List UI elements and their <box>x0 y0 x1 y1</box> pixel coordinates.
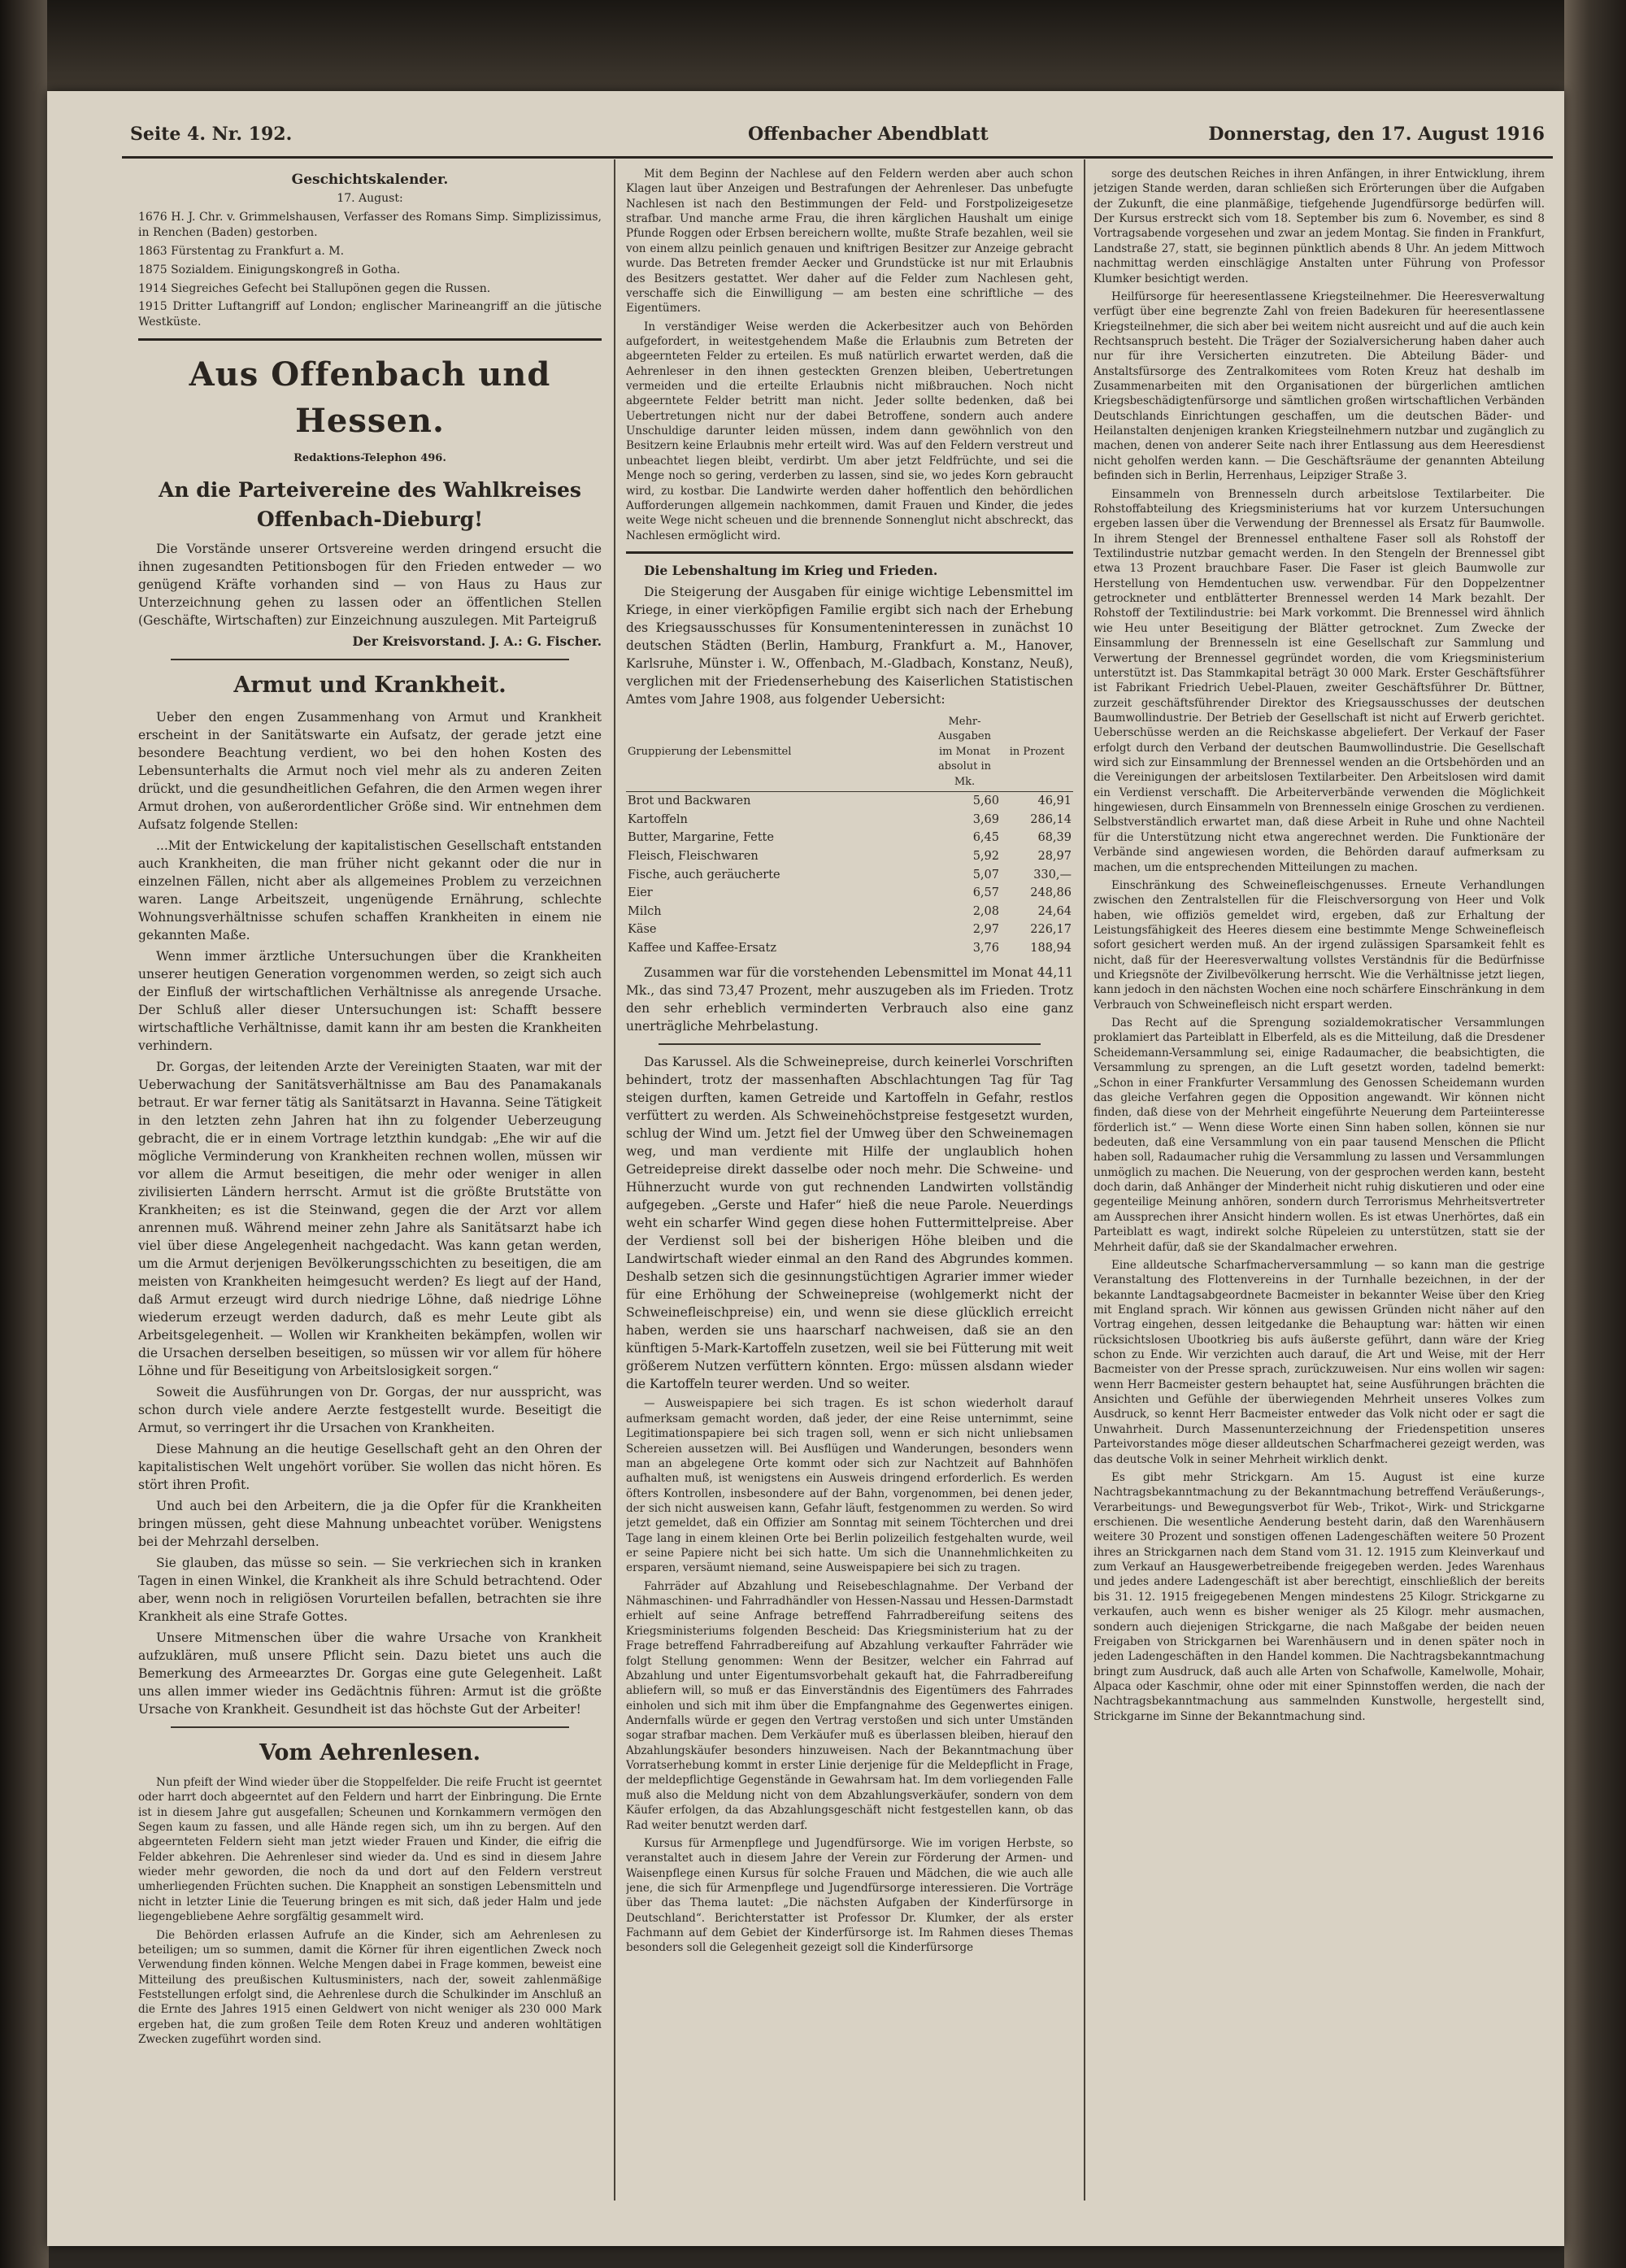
table-cell: 24,64 <box>1037 904 1072 918</box>
article-paragraph: Wenn immer ärztliche Untersuchungen über die Krankheiten unserer heutigen Generation vorgenommen werden, so zeigt sich auch der Einfluß der wirtschaftlichen Verhältnisse als anregende Ursache. Der Schluß aller dieser Untersuchungen ist: Schafft bessere wirtschaftliche Verhältnisse, damit kann ihr am besten die Krankheiten verhindern. <box>138 948 602 1053</box>
table-row <box>626 847 1073 866</box>
kalender-entry: 1875 Sozialdem. Einigungskongreß in Gotha. <box>138 263 401 276</box>
table-cell: 6,45 <box>972 831 999 845</box>
table-cell: 2,97 <box>972 923 999 937</box>
table-cell: Fleisch, Fleischwaren <box>628 849 759 863</box>
kalender-entry: 1914 Siegreiches Gefecht bei Stallupönen gegen die Russen. <box>138 281 491 295</box>
article-title: Armut und Krankheit. <box>233 673 506 699</box>
article-paragraph: Diese Mahnung an die heutige Gesellschaft geht an den Ohren der kapitalistischen Welt ungehört vorüber. Sie wollen das nicht hören. Es stört ihren Profit. <box>138 1441 602 1492</box>
table-cell: Milch <box>628 904 662 918</box>
article-paragraph: Das Recht auf die Sprengung sozialdemokratischer Versammlungen proklamiert das Parteiblatt in Elberfeld, als es die Mitteilung, daß die Dresdener Scheidemann-Versammlung sei, einige Radaumacher, die beabsichtigten, die Versammlung zu sprengen, an die Luft gesetzt worden, tadelnd bemerkt: „Schon in einer Frankfurter Versammlung des Genossen Scheidemann wurden das gleiche Verfahren gegen die Opposition angewandt. Wir können nicht finden, daß diese von der Mehrheit eingeführte Neuerung dem Parteiinteresse förderlich ist.“ — Wenn diese Worte einen Sinn haben sollen, können sie nur bedeuten, daß eine Versammlung von ein paar tausend Menschen die Pflicht haben soll, Radaumacher ruhig die Versammlung zu lassen und Versammlungen unmöglich zu machen. Die Neuerung, von der gesprochen werden kann, besteht doch darin, daß Anhänger der Minderheit nicht ruhig diskutieren und oder eine gegenteilige Meinung anhören, sondern durch Terrorismus Mehrheitsvertreter am Aussprechen ihrer Ansicht hindern wollen. Es ist etwas Unerhörtes, daß ein Parteiblatt es wagt, indirekt solche Rüpeleien zu unterstützen, statt sie der Mehrheit dafür, daß sie der Skandalmacher erwehren. <box>1093 1016 1545 1254</box>
table-cell: 5,60 <box>972 794 999 808</box>
article-paragraph: Sie glauben, das müsse so sein. — Sie verkriechen sich in kranken Tagen in einen Winkel, die Krankheit als ihre Schuld betrachtend. Oder aber, wenn noch in religiösen Vorurteilen befallen, betrachten sie ihre Krankheit als eine Strafe Gottes. <box>138 1555 602 1624</box>
redaktion-telephone: Redaktions-Telephon 496. <box>293 451 446 464</box>
kalender-entry: 1915 Dritter Luftangriff auf London; englischer Marineangriff an die jütische Westküste. <box>138 300 602 329</box>
table-cell: 3,69 <box>972 812 999 826</box>
kalender-entry: 1863 Fürstentag zu Frankfurt a. M. <box>138 244 345 258</box>
table-header: Mehr-Ausgaben im Monat absolut in Mk. <box>928 713 1001 792</box>
column-1 <box>138 167 602 2200</box>
table-cell: 188,94 <box>1030 941 1072 955</box>
kalender-date: 17. August: <box>337 192 403 206</box>
article-paragraph: In verständiger Weise werden die Ackerbesitzer auch von Behörden aufgefordert, in weitestgehendem Maße die Erlaubnis zum Betreten der abgeernteten Felder zu erteilen. Es muß natürlich erwartet werden, daß die Aehrenleser in den ihnen gesteckten Grenzen bleiben, Uebertretungen vermeiden und die erteilte Erlaubnis nicht mißbrauchen. Noch nicht abgeerntete Felder betritt man nicht. Jeder sollte bedenken, daß bei Uebertretungen nicht nur der dabei Betroffene, sondern auch andere Unschuldige darunter leiden müssen, indem dann gewöhnlich von den Besitzern keine Erlaubnis mehr erteilt wird. Was auf den Feldern verstreut und unbeachtet liegen bleibt, verdirbt. Um aber jetzt Feldfrüchte, und sei die Menge noch so gering, verderben zu lassen, sind sie, wo jedes Korn gebraucht wird, zu kostbar. Die Landwirte werden daher hoffentlich den behördlichen Aufforderungen allgemein nachkommen, damit Frauen und Kinder, die jedes weite Wege nicht scheuen und die brennende Sonnenglut nicht abschreckt, das Nachlesen ermöglicht wird. <box>626 320 1073 542</box>
table-header: Gruppierung der Lebensmittel <box>626 713 928 792</box>
table-row <box>626 884 1073 903</box>
table-cell: Butter, Margarine, Fette <box>628 831 774 845</box>
appeal-title: An die Parteivereine des Wahlkreises Offenbach-Dieburg! <box>159 478 581 531</box>
article-separator <box>171 659 569 660</box>
table-cell: Eier <box>628 886 653 900</box>
table-row <box>626 903 1073 921</box>
table-cell: 28,97 <box>1037 849 1072 863</box>
table-cell: 226,17 <box>1030 923 1072 937</box>
section-rule <box>626 551 1073 554</box>
article-paragraph: Es gibt mehr Strickgarn. Am 15. August ist eine kurze Nachtragsbekanntmachung zu der Bekanntmachung betreffend Veräußerungs-, Verarbeitungs- und Bewegungsverbot für Web-, Trikot-, Wirk- und Strickgarne erschienen. Die wesentliche Aenderung besteht darin, daß den Warenhäusern weitere 30 Prozent und sonstigen offenen Ladengeschäften weitere 50 Prozent ihres an Strickgarnen nach dem Stand vom 31. 12. 1915 zum Kleinverkauf und zum Verkauf an Hausgewerbetreibende freigegeben werden. Jedes Warenhaus und jedes andere Ladengeschäft ist aber berechtigt, einschließlich der bereits bis 31. 12. 1915 freigegebenen Mengen mindestens 25 Kilogr. Strickgarne zu verkaufen, auch wenn es bisher weniger als 25 Kilogr. mehr ausmachen, sondern auch diejenigen Strickgarne, die nach Maßgabe der beiden neuen Freigaben von Strickgarnen bei Warenhäusern und in denen später noch in jeden Ladengeschäften in den Handel kommen. Die Nachtragsbekanntmachung bringt zum Ausdruck, daß auch alle Arten von Schafwolle, Kamelwolle, Mohair, Alpaca oder Kaschmir, ohne oder mit einer Spinnstoffen werden, die nach der Nachtragsbekanntmachung aus sammelnden Kunstwolle, hergestellt sind, Strickgarne im Sinne der Bekanntmachung sind. <box>1093 1470 1545 1723</box>
kalender-title: Geschichtskalender. <box>291 172 449 188</box>
table-cell: 248,86 <box>1030 886 1072 900</box>
page-edge <box>1564 0 1626 2268</box>
table-row <box>626 829 1073 847</box>
table-cell: Kartoffeln <box>628 812 688 826</box>
price-table <box>626 713 1073 957</box>
article-paragraph: Einschränkung des Schweinefleischgenusses. Erneute Verhandlungen zwischen den Zentralstellen für die Fleischversorgung von Heer und Volk haben, wie offiziös gemeldet wird, ergeben, daß zur Erhaltung der Leistungsfähigkeit des Heeres diesem eine bestimmte Menge Schweinefleisch sofort gesichert werden muß. An der irgend zulässigen Sparsamkeit fehlt es nicht, daß für der Heeresverwaltung vollstes Verständnis für die Bedürfnisse und Kriegsnöte der Zivilbevölkerung herrscht. Wie die Verhältnisse jetzt liegen, kann jedoch in den nächsten Wochen eine noch schärfere Einschränkung in dem Verbrauch von Schweinefleisch nicht erspart werden. <box>1093 878 1545 1012</box>
scanner-background <box>47 0 1564 91</box>
table-cell: 330,— <box>1033 868 1072 882</box>
section-rule <box>138 338 602 341</box>
column-3 <box>1093 167 1545 2200</box>
article-title: Vom Aehrenlesen. <box>259 1739 481 1765</box>
column-2 <box>626 167 1073 2200</box>
page-number: Seite 4. Nr. 192. <box>130 124 293 145</box>
article-paragraph: Das Karussel. Als die Schweinepreise, durch keinerlei Vorschriften behindert, trotz der massenhaften Abschlachtungen Tag für Tag steigen durften, kamen Getreide und Kartoffeln in Gefahr, restlos verfüttert zu werden. Als Schweinehöchstpreise festgesetzt wurden, schlug der Wind um. Jetzt fiel der Umweg über den Schweinemagen weg, und man verdiente mit Hilfe der unglaublich hohen Getreidepreise direkt dasselbe oder noch mehr. Die Schweine- und Hühnerzucht wurde von gut rechnenden Landwirten vollständig aufgegeben. „Gerste und Hafer“ hieß die neue Parole. Neuerdings weht ein scharfer Wind gegen diese hohen Futtermittelpreise. Aber der Verdienst soll bei der bisherigen Höhe bleiben und die Landwirtschaft wieder einmal an den Rand des Abgrundes kommen. Deshalb setzen sich die gesinnungstüchtigen Agrarier immer wieder für eine Erhöhung der Schweinepreise (wohlgemerkt nicht der Schweinefleischpreise) ein, und wenn sie diese glücklich erreicht haben, werden sie uns haarscharf nachweisen, daß sie an den künftigen 5-Mark-Kartoffeln zusetzen, weil sie bei Fütterung mit weit größerem Nutzen verfüttern könnten. Ergo: müssen alsdann wieder die Kartoffeln teurer werden. Und so weiter. <box>626 1055 1073 1392</box>
table-row <box>626 866 1073 885</box>
header-rule <box>122 156 1553 159</box>
article-paragraph: Zusammen war für die vorstehenden Lebensmittel im Monat 44,11 Mk., das sind 73,47 Prozent, mehr auszugeben als im Frieden. Trotz den sehr erheblich verminderten Verbrauch also eine ganz unerträgliche Mehrbelastung. <box>626 965 1073 1034</box>
article-paragraph: sorge des deutschen Reiches in ihren Anfängen, in ihrer Entwicklung, ihrem jetzigen Stande werden, daran schließen sich Erörterungen über die Aufgaben der Zukunft, die eine planmäßige, tiefgehende Jugendfürsorge bedürfen will. Der Kursus erstreckt sich vom 18. September bis zum 6. November, es sind 8 Vortragsabende vorgesehen und zwar an jedem Montag. Sie finden in Frankfurt, Landstraße 27, statt, sie beginnen pünktlich abends 8 Uhr. An jedem Mittwoch nachmittag werden einschlägige Anstalten unter Führung von Professor Klumker besichtigt werden. <box>1093 168 1545 285</box>
article-paragraph: Heilfürsorge für heeresentlassene Kriegsteilnehmer. Die Heeresverwaltung verfügt über eine begrenzte Zahl von freien Badekuren für heeresentlassene Kriegsteilnehmer, die sich aber bei weitem nicht ausreicht und auf die auch kein Rechtsanspruch besteht. Die Träger der Sozialversicherung haben daher auch nur für ihre Versicherten einzutreten. Die Abteilung Bäder- und Anstaltsfürsorge des Zentralkomitees vom Roten Kreuz hat deshalb im Zusammenarbeiten mit den Organisationen der bürgerlichen amtlichen Kriegsbeschädigtenfürsorge und sämtlichen großen wirtschaftlichen Verbänden Deutschlands Einrichtungen geschaffen, um die deutschen Bäder- und Heilanstalten denjenigen kranken Kriegsteilnehmern nutzbar und zugänglich zu machen, denen von anderer Seite nach ihrer Entlassung aus dem Heeresdienst nicht geholfen werden kann. — Die Geschäftsräume der genannten Abteilung befinden sich in Berlin, Herrenhaus, Leipziger Straße 3. <box>1093 289 1545 483</box>
article-paragraph: Fahrräder auf Abzahlung und Reisebeschlagnahme. Der Verband der Nähmaschinen- und Fahrradhändler von Hessen-Nassau und Hessen-Darmstadt erhielt auf seine Anfrage betreffend Fahrradbereifung seitens des Kriegsministeriums folgenden Bescheid: Das Kriegsministerium hat zu der Frage betreffend Fahrradbereifung auf Abzahlung verkaufter Fahrräder wie folgt Stellung genommen: Wenn der Besitzer, welcher ein Fahrrad auf Abzahlung und unter Eigentumsvorbehalt gekauft hat, die Fahrradbereifung abliefern will, so muß er das Einverständnis des Eigentümers des Fahrrades einholen und sich mit ihm über die Empfangnahme des Gegenwertes einigen. Andernfalls würde er gegen den Vertrag verstoßen und sich unter Umständen sogar strafbar machen. Dem Verkäufer muß es überlassen bleiben, hierauf den Abzahlungskäufer besonders hinzuweisen. Nach der Bekanntmachung über Vorratserhebung kommt in erster Linie derjenige für die Meldepflicht in Frage, der meldepflichtige Gegenstände in Gewahrsam hat. Im dem vorliegenden Falle muß also die Meldung nicht von dem Abzahlungsverkäufer, sondern von dem Käufer erfolgen, da das Abzahlungsgeschäft nicht festgestellen kann, ob das Rad weiter benutzt werden darf. <box>626 1579 1073 1832</box>
table-row <box>626 921 1073 939</box>
table-cell: Kaffee und Kaffee-Ersatz <box>628 941 777 955</box>
table-row <box>626 939 1073 958</box>
article-paragraph: Die Behörden erlassen Aufrufe an die Kinder, sich am Aehrenlesen zu beteiligen; um so summen, damit die Körner für ihren eigentlichen Zweck noch Verwendung finden können. Welche Mengen dabei in Frage kommen, beweist eine Mitteilung des preußischen Kultusministers, nach der, soweit zahlenmäßige Feststellungen erfolgt sind, die Aehrenlese durch die Schulkinder im Anschluß an die Ernte des Jahres 1915 einen Geldwert von nicht weniger als 230 000 Mark ergeben hat, die zum großen Teile dem Roten Kreuz und anderen wohltätigen Zwecken zugeführt worden sind. <box>138 1928 602 2047</box>
table-cell: Fische, auch geräucherte <box>628 868 780 882</box>
section-title: Aus Offenbach und Hessen. <box>189 355 551 441</box>
table-cell: 5,92 <box>972 849 999 863</box>
article-paragraph: Eine alldeutsche Scharfmacherversammlung — so kann man die gestrige Veranstaltung des Flottenvereins in der Turnhalle bezeichnen, in der der bekannte Landtagsabgeordnete Bacmeister in bekannter Weise über den Krieg mit England sprach. Wir können aus gewissen Gründen nicht näher auf den Vortrag eingehen, dessen leitgedanke die Behauptung war: hätten wir einen rücksichtslosen Ubootkrieg bis aufs äußerste geführt, dann wäre der Krieg schon zu Ende. Wir verzichten auch darauf, die Art und Weise, mit der Herr Bacmeister von der Presse sprach, zurückzuweisen. Nur eins wollen wir sagen: wenn Herr Bacmeister gestern behauptet hat, seine Ausführungen brächten die Ansichten und Gefühle der überwiegenden Mehrheit unseres Volkes zum Ausdruck, so kennt Herr Bacmeister entweder das Volk nicht oder er sagt die Unwahrheit. Durch Massenunterzeichnung der Friedenspetition unseres Parteivorstandes möge dieser alldeutschen Scharfmacherei gezeigt werden, was das deutsche Volk in seiner Mehrheit wirklich denkt. <box>1093 1258 1545 1466</box>
article-separator <box>171 1726 569 1728</box>
article-paragraph: Kursus für Armenpflege und Jugendfürsorge. Wie im vorigen Herbste, so veranstaltet auch in diesem Jahre der Verein zur Förderung der Armen- und Waisenpflege einen Kursus für solche Frauen und Mädchen, die wie auch alle jene, die sich für Armenpflege und Jugendfürsorge interessieren. Die Vorträge über das Thema lautet: „Die nächsten Aufgaben der Kinderfürsorge in Deutschland“. Berichterstatter ist Professor Dr. Klumker, der als erster Fachmann auf dem Gebiet der Kinderfürsorge ist. Im Rahmen dieses Themas besonders soll die Gelegenheit gezeigt soll die Kinderfürsorge <box>626 1836 1073 1955</box>
table-header: in Prozent <box>1001 713 1073 792</box>
article-paragraph: Dr. Gorgas, der leitenden Arzte der Vereinigten Staaten, war mit der Ueberwachung der Sanitätsverhältnisse am Bau des Panamakanals betraut. Er war ferner tätig als Sanitätsarzt in Havanna. Seine Tätigkeit in den letzten zehn Jahren hat ihn zu folgender Ueberzeugung gebracht, die er in einem Vortrage letzthin kundgab: „Ehe wir auf die mögliche Verminderung von Krankheiten rechnen wollen, müssen wir vor allem die Armut beseitigen, die mehr oder weniger in allen zivilisierten Ländern herrscht. Armut ist die größte Brutstätte von Krankheiten; es ist die Steinwand, gegen die der Arzt vor allem anrennen muß. Während meiner zehn Jahre als Sanitätsarzt habe ich viel über diese Angelegenheit nachgedacht. Was kann getan werden, um die Armut derjenigen Bevölkerungsschichten zu beseitigen, die am meisten von Krankheiten heimgesucht werden? Es liegt auf der Hand, daß Armut erzeugt wird durch niedrige Löhne, daß niedrige Löhne wiederum erzeugt werden dadurch, daß es mehr Leute gibt als Arbeitsgelegenheit. — Wollen wir Krankheiten bekämpfen, wollen wir die Ursachen derselben beseitigen, so müssen wir vor allem für höhere Löhne und für Beseitigung von Arbeitslosigkeit sorgen.“ <box>138 1059 602 1378</box>
table-cell: Käse <box>628 923 657 937</box>
table-cell: 5,07 <box>972 868 999 882</box>
article-paragraph: Unsere Mitmenschen über die wahre Ursache von Krankheit aufzuklären, muß unsere Pflicht sein. Dazu bietet uns auch die Bemerkung des Armeearztes Dr. Gorgas eine gute Gelegenheit. Laßt uns allen immer wieder ins Gedächtnis führen: Armut ist die größte Ursache von Krankheit. Gesundheit ist das höchste Gut der Arbeiter! <box>138 1630 602 1717</box>
table-cell: 6,57 <box>972 886 999 900</box>
appeal-signature: Der Kreisvorstand. J. A.: G. Fischer. <box>352 633 602 650</box>
article-paragraph: Ueber den engen Zusammenhang von Armut und Krankheit erscheint in der Sanitätswarte ein Aufsatz, der gerade jetzt eine besondere Beachtung verdient, wo bei den hohen Kosten des Lebensunterhalts die Armut noch viel mehr als zu anderen Zeiten drückt, und die gesundheitlichen Gefahren, die den Armen wegen ihrer Armut drohen, von außerordentlicher Größe sind. Wir entnehmen dem Aufsatz folgende Stellen: <box>138 709 602 832</box>
appeal-text: Die Vorstände unserer Ortsvereine werden dringend ersucht die ihnen zugesandten Petitionsbogen für den Frieden entweder — wo genügend Kräfte vorhanden sind — von Haus zu Haus zur Unterzeichnung gehen zu lassen oder an öffentlichen Stellen (Geschäfte, Wirtschaften) zur Einzeichnung auszulegen. Mit Parteigruß <box>138 542 602 629</box>
article-paragraph: Die Steigerung der Ausgaben für einige wichtige Lebensmittel im Kriege, in einer vierköpfigen Familie ergibt sich nach der Erhebung des Kriegsausschusses für Konsumenteninteressen in zunächst 10 deutschen Städten (Berlin, Hamburg, Frankfurt a. M., Hanover, Karlsruhe, Münster i. W., Offenbach, M.-Gladbach, Konstanz, Neuß), verglichen mit der Friedenserhebung des Kaiserlichen Statistischen Amtes vom Jahre 1908, aus folgender Uebersicht: <box>626 584 1073 707</box>
table-cell: 3,76 <box>972 941 999 955</box>
article-paragraph: ...Mit der Entwickelung der kapitalistischen Gesellschaft entstanden auch Krankheiten, die man früher nicht gekannt oder die nur in einzelnen Fällen, nicht aber als allgemeines Problem zu verzeichnen waren. Lange Arbeitszeit, ungenügende Ernährung, schlechte Wohnungsverhältnisse schufen schaffen Krankheiten in einem nie gekannten Maße. <box>138 838 602 942</box>
article-lead-title: Die Lebenshaltung im Krieg und Frieden. <box>644 562 938 578</box>
column-rule <box>614 159 615 2201</box>
table-row <box>626 811 1073 829</box>
page-header <box>122 120 1553 153</box>
article-separator <box>659 1043 1041 1045</box>
book-binding <box>0 0 49 2268</box>
table-cell: 286,14 <box>1030 812 1072 826</box>
newspaper-title: Offenbacher Abendblatt <box>748 124 989 145</box>
article-paragraph: Und auch bei den Arbeitern, die ja die Opfer für die Krankheiten bringen müssen, geht diese Mahnung unbeachtet vorüber. Wenigstens bei der Mehrzahl derselben. <box>138 1498 602 1549</box>
table-cell: 68,39 <box>1037 831 1072 845</box>
column-rule <box>1084 159 1085 2201</box>
article-paragraph: — Ausweispapiere bei sich tragen. Es ist schon wiederholt darauf aufmerksam gemacht worden, daß jeder, der eine Reise unternimmt, seine Legitimationspapiere bei sich tragen soll, wenn er sich nicht unliebsamen Schereien aussetzen will. Bei Ausflügen und Wanderungen, besonders wenn man an abgelegene Orte kommt oder sich zur Nachtzeit auf Bahnhöfen aufhalten muß, ist wenigstens ein Ausweis dringend erforderlich. Es werden öfters Kontrollen, insbesondere auf der Bahn, vorgenommen, bei denen jeder, der sich nicht ausweisen kann, Gefahr läuft, festgenommen zu werden. So wird jetzt gemeldet, daß ein Offizier am Sonntag mit seinem Töchterchen und drei Tage lang in einem kleinen Orte bei Berlin polizeilich festgehalten wurde, weil er seine Papiere nicht bei sich hatte. Um sich die Unannehmlichkeiten zu ersparen, versäumt niemand, seine Ausweispapiere bei sich zu tragen. <box>626 1397 1073 1575</box>
kalender-entry: 1676 H. J. Chr. v. Grimmelshausen, Verfasser des Romans Simp. Simplizissimus, in Renchen (Baden) gestorben. <box>138 211 602 239</box>
article-paragraph: Einsammeln von Brennesseln durch arbeitslose Textilarbeiter. Die Rohstoffabteilung des Kriegsministeriums hat vor kurzem Untersuchungen ergeben lassen über die Verwendung der Brennessel als Ersatz für Baumwolle. In ihrem Stengel der Brennessel enthaltene Faser soll als Rohstoff der Textilindustrie nutzbar gemacht werden. In den Stengeln der Brennessel gibt etwa 13 Prozent brauchbare Faser. Die Faser ist gleich Baumwolle zur Herstellung von Hemdentuchen usw. verwendbar. Für den Doppelzentner getrockneter und entblätterter Brennessel werden 14 Mark bezahlt. Der Rohstoff der Textilindustrie: bei Mark vorkommt. Die Brennessel wird ähnlich wie Heu unter Beseitigung der Blätter getrocknet. Zum Zwecke der Einsammlung der Brennesseln ist eine Gesellschaft zur Sammlung und Verwertung der Brennessel gegründet worden, die vom Kriegsministerium unterstützt ist. Das Stammkapital beträgt 30 000 Mark. Erster Geschäftsführer ist Fabrikant Friedrich Uebel-Plauen, zweiter Geschäftsführer Dr. Büttner, zurzeit geschäftsführender Direktor des Kriegsausschusses der deutschen Baumwollindustrie. Der Betrieb der Gesellschaft ist nicht auf Erwerb gerichtet. Ueberschüsse werden an die Reichskasse abgeliefert. Der Verkauf der Faser erfolgt durch den Verband der deutschen Baumwollindustrie. Die Gesellschaft wird sich zur Einsammlung der Brennessel wenden an die Ortsbehörden und an die Vereinigungen der arbeitslosen Textilarbeiter. Den Arbeitslosen wird damit ein Verdienst verschafft. Die Arbeiterverbände verwenden die Möglichkeit hingewiesen, durch Einsammeln von Brennesseln einige Groschen zu verdienen. Selbstverständlich erwartet man, daß diese Arbeit in Ruhe und ohne Nachteil für die Unterstützung nicht etwa angerechnet werden. Die Funktionäre der Verbände sind angewiesen worden, die Behörden darauf aufmerksam zu machen, um die entsprechenden Mitteilungen zu machen. <box>1093 487 1545 874</box>
table-cell: 2,08 <box>972 904 999 918</box>
article-paragraph: Mit dem Beginn der Nachlese auf den Feldern werden aber auch schon Klagen laut über Anzeigen und Bestrafungen der Aehrenleser. Das unbefugte Nachlesen ist nach den Bestimmungen der Feld- und Forstpolizeigesetze strafbar. Und manche arme Frau, die ihren kärglichen Haushalt um einige Pfunde Roggen oder Erbsen bereichern wollte, mußte Strafe bezahlen, weil sie von einem allzu peinlich genauen und kniftrigen Besitzer zur Anzeige gebracht wurde. Das Betreten fremder Aecker und Grundstücke ist nur mit Erlaubnis des Besitzers gestattet. Wer daher auf die Felder zum Nachlesen geht, verschaffe sich die Einwilligung — am besten eine schriftliche — des Eigentümers. <box>626 168 1073 316</box>
table-cell: 46,91 <box>1037 794 1072 808</box>
article-paragraph: Soweit die Ausführungen von Dr. Gorgas, der nur ausspricht, was schon durch viele andere Aerzte festgestellt wurde. Beseitigt die Armut, so verringert ihr die Ursachen von Krankheiten. <box>138 1384 602 1435</box>
table-cell: Brot und Backwaren <box>628 794 751 808</box>
article-paragraph: Nun pfeift der Wind wieder über die Stoppelfelder. Die reife Frucht ist geerntet oder harrt doch abgeerntet auf den Feldern und harrt der Einbringung. Die Ernte ist in diesem Jahre gut ausgefallen; Scheunen und Kornkammern vermögen den Segen kaum zu fassen, und alle Hände regen sich, um ihn zu bergen. Auf den abgeernteten Feldern sieht man jetzt wieder Frauen und Kinder, die eifrig die Felder abkehren. Die Aehrenleser sind wieder da. Und es sind in diesem Jahre wieder mehr geworden, die noch da und dort auf den Feldern verstreut umherliegenden Früchten suchen. Die Knappheit an sonstigen Lebensmitteln und nicht in letzter Linie die Teuerung bringen es mit sich, daß jeder Halm und jede liegengebliebene Aehre sorgfältig gesammelt wird. <box>138 1775 602 1924</box>
issue-date: Donnerstag, den 17. August 1916 <box>1208 124 1545 145</box>
table-row <box>626 792 1073 811</box>
